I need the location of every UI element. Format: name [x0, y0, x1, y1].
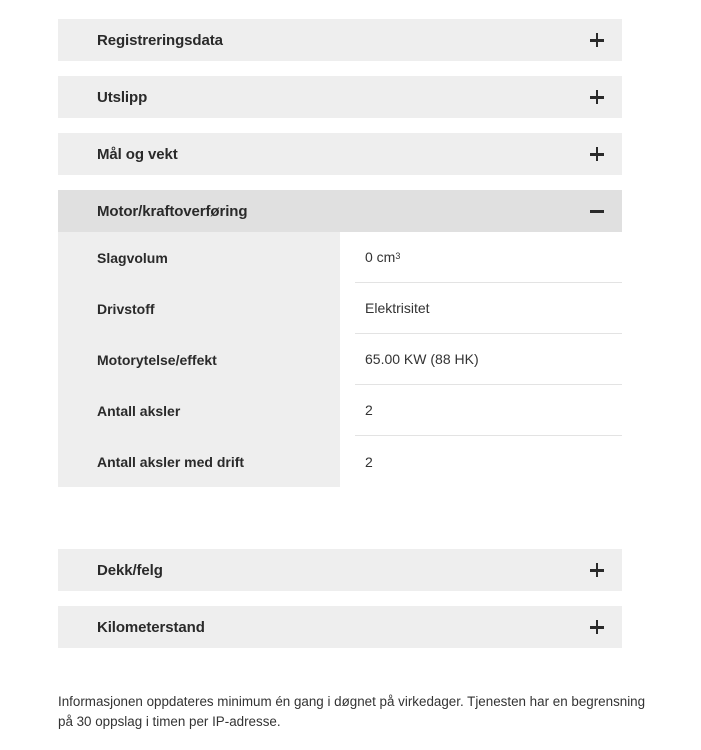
detail-label: Motorytelse/effekt: [97, 351, 217, 368]
section-maal-og-vekt-header[interactable]: [58, 133, 622, 175]
section-dekk-felg-header[interactable]: [58, 549, 622, 591]
detail-value: 65.00 KW (88 HK): [355, 334, 622, 385]
plus-icon[interactable]: [590, 563, 604, 577]
detail-value: [355, 232, 622, 283]
detail-value-superscript: 3: [395, 251, 401, 261]
section-title: Motor/kraftoverføring: [97, 202, 248, 220]
section-title: Dekk/felg: [97, 561, 163, 579]
detail-label: Slagvolum: [97, 249, 168, 266]
plus-icon[interactable]: [590, 90, 604, 104]
section-motor-header[interactable]: [58, 190, 622, 232]
motor-details-table: [58, 232, 622, 487]
detail-value: 2: [365, 453, 373, 470]
detail-values-column: [340, 232, 622, 487]
plus-icon[interactable]: [590, 147, 604, 161]
detail-label: Antall aksler med drift: [97, 453, 245, 470]
section-title: Registreringsdata: [97, 31, 223, 49]
section-registreringsdata-header[interactable]: [58, 19, 622, 61]
section-kilometerstand-header[interactable]: [58, 606, 622, 648]
footer-note: Informasjonen oppdateres minimum én gang i døgnet på virkedager. Tjenesten har en begrensning på 30 oppslag i timen per IP-adresse.: [58, 694, 646, 729]
section-title: Utslipp: [97, 88, 148, 106]
detail-value: 2: [355, 385, 622, 436]
detail-label: Antall aksler: [97, 402, 181, 419]
section-title: Mål og vekt: [97, 145, 178, 163]
plus-icon[interactable]: [590, 33, 604, 47]
detail-labels-column: [58, 232, 340, 487]
detail-value-text: 0 cm: [365, 249, 396, 265]
section-utslipp-header[interactable]: [58, 76, 622, 118]
accordion: [58, 19, 622, 648]
detail-value: Elektrisitet: [355, 283, 622, 334]
section-title: Kilometerstand: [97, 618, 205, 636]
minus-icon[interactable]: [590, 204, 604, 218]
plus-icon[interactable]: [590, 620, 604, 634]
detail-label: Drivstoff: [97, 300, 155, 317]
